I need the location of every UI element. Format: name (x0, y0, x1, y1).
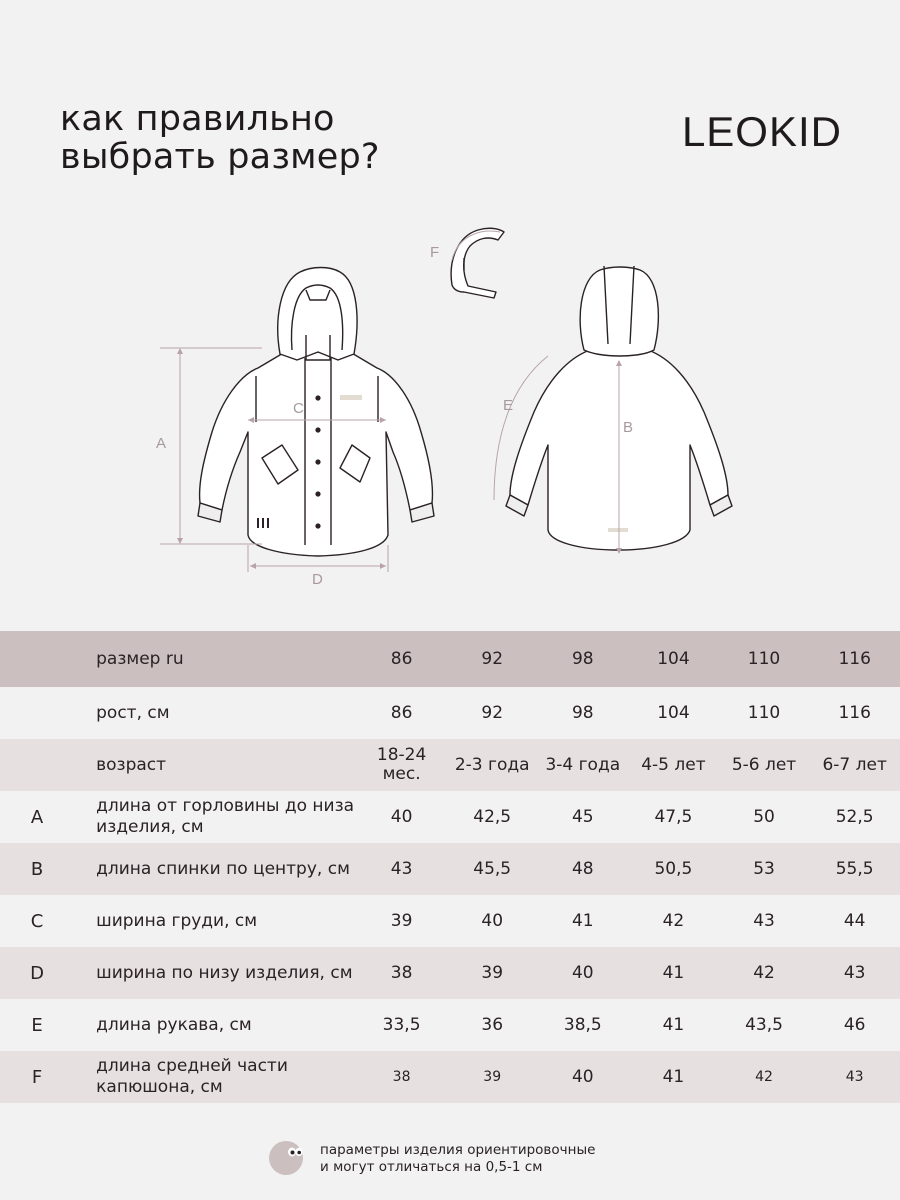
table-cell: 42 (628, 895, 719, 947)
table-cell: 43 (809, 947, 900, 999)
table-cell: 18-24 мес. (356, 739, 447, 791)
table-cell: 38 (356, 947, 447, 999)
table-cell: 4-5 лет (628, 739, 719, 791)
row-letter (0, 687, 74, 739)
note-line-1: параметры изделия ориентировочные (320, 1142, 596, 1158)
table-cell: 42 (719, 947, 810, 999)
size-table (0, 631, 900, 1103)
row-letter: A (0, 791, 74, 843)
mascot-icon (268, 1140, 304, 1176)
table-cell: 50,5 (628, 843, 719, 895)
row-letter: E (0, 999, 74, 1051)
label-f: F (430, 244, 440, 261)
row-letter: C (0, 895, 74, 947)
table-cell: 45 (538, 791, 629, 843)
row-letter: D (0, 947, 74, 999)
table-cell: 38 (356, 1051, 447, 1103)
table-row (0, 631, 900, 687)
table-cell: 6-7 лет (809, 739, 900, 791)
table-cell: 40 (538, 1051, 629, 1103)
table-cell: 41 (628, 1051, 719, 1103)
label-a: A (156, 435, 167, 452)
table-cell: 43,5 (719, 999, 810, 1051)
table-cell: 92 (447, 687, 538, 739)
table-cell: 39 (356, 895, 447, 947)
table-cell: 41 (628, 947, 719, 999)
table-cell: 43 (719, 895, 810, 947)
table-cell: 39 (447, 1051, 538, 1103)
jacket-front-illustration (198, 268, 434, 557)
table-cell: 44 (809, 895, 900, 947)
title-line-1: как правильно (60, 99, 335, 139)
table-cell: 92 (447, 631, 538, 687)
table-cell: 40 (538, 947, 629, 999)
table-cell: 47,5 (628, 791, 719, 843)
table-row (0, 947, 900, 999)
table-cell: 104 (628, 687, 719, 739)
table-row (0, 843, 900, 895)
table-cell: 43 (809, 1051, 900, 1103)
table-cell: 116 (809, 687, 900, 739)
table-row (0, 687, 900, 739)
table-cell: 40 (447, 895, 538, 947)
row-label: длина от горловины до низа изделия, см (74, 791, 356, 843)
label-d: D (312, 571, 323, 588)
table-cell: 86 (356, 687, 447, 739)
page-title (60, 100, 380, 176)
note-line-2: и могут отличаться на 0,5-1 см (320, 1159, 543, 1175)
row-label: длина спинки по центру, см (74, 843, 356, 895)
table-row (0, 739, 900, 791)
table-row (0, 895, 900, 947)
hood-illustration (451, 228, 504, 298)
table-cell: 110 (719, 687, 810, 739)
table-cell: 41 (538, 895, 629, 947)
table-cell: 98 (538, 687, 629, 739)
table-cell: 45,5 (447, 843, 538, 895)
row-label: рост, см (74, 687, 356, 739)
table-cell: 42 (719, 1051, 810, 1103)
row-letter: B (0, 843, 74, 895)
table-cell: 43 (356, 843, 447, 895)
row-label: размер ru (74, 631, 356, 687)
table-cell: 3-4 года (538, 739, 629, 791)
table-cell: 42,5 (447, 791, 538, 843)
table-cell: 110 (719, 631, 810, 687)
row-letter (0, 739, 74, 791)
table-cell: 50 (719, 791, 810, 843)
brand-logo: LEOKID (681, 108, 842, 155)
row-label: возраст (74, 739, 356, 791)
table-row (0, 1051, 900, 1103)
row-letter: F (0, 1051, 74, 1103)
note-text (320, 1142, 680, 1176)
table-row (0, 999, 900, 1051)
table-row (0, 791, 900, 843)
table-cell: 104 (628, 631, 719, 687)
table-cell: 5-6 лет (719, 739, 810, 791)
jacket-measurement-diagram (0, 200, 900, 600)
table-cell: 40 (356, 791, 447, 843)
table-cell: 2-3 года (447, 739, 538, 791)
label-c: C (293, 400, 304, 417)
table-cell: 52,5 (809, 791, 900, 843)
table-cell: 86 (356, 631, 447, 687)
row-label: ширина по низу изделия, см (74, 947, 356, 999)
table-cell: 48 (538, 843, 629, 895)
table-cell: 55,5 (809, 843, 900, 895)
table-cell: 36 (447, 999, 538, 1051)
label-e: E (503, 397, 514, 414)
title-line-2: выбрать размер? (60, 137, 380, 177)
table-cell: 53 (719, 843, 810, 895)
label-b: B (623, 419, 634, 436)
table-cell: 33,5 (356, 999, 447, 1051)
table-cell: 116 (809, 631, 900, 687)
row-label: длина рукава, см (74, 999, 356, 1051)
table-cell: 39 (447, 947, 538, 999)
row-label: ширина груди, см (74, 895, 356, 947)
table-cell: 46 (809, 999, 900, 1051)
table-cell: 98 (538, 631, 629, 687)
row-letter (0, 631, 74, 687)
table-cell: 38,5 (538, 999, 629, 1051)
row-label: длина средней части капюшона, см (74, 1051, 356, 1103)
table-cell: 41 (628, 999, 719, 1051)
